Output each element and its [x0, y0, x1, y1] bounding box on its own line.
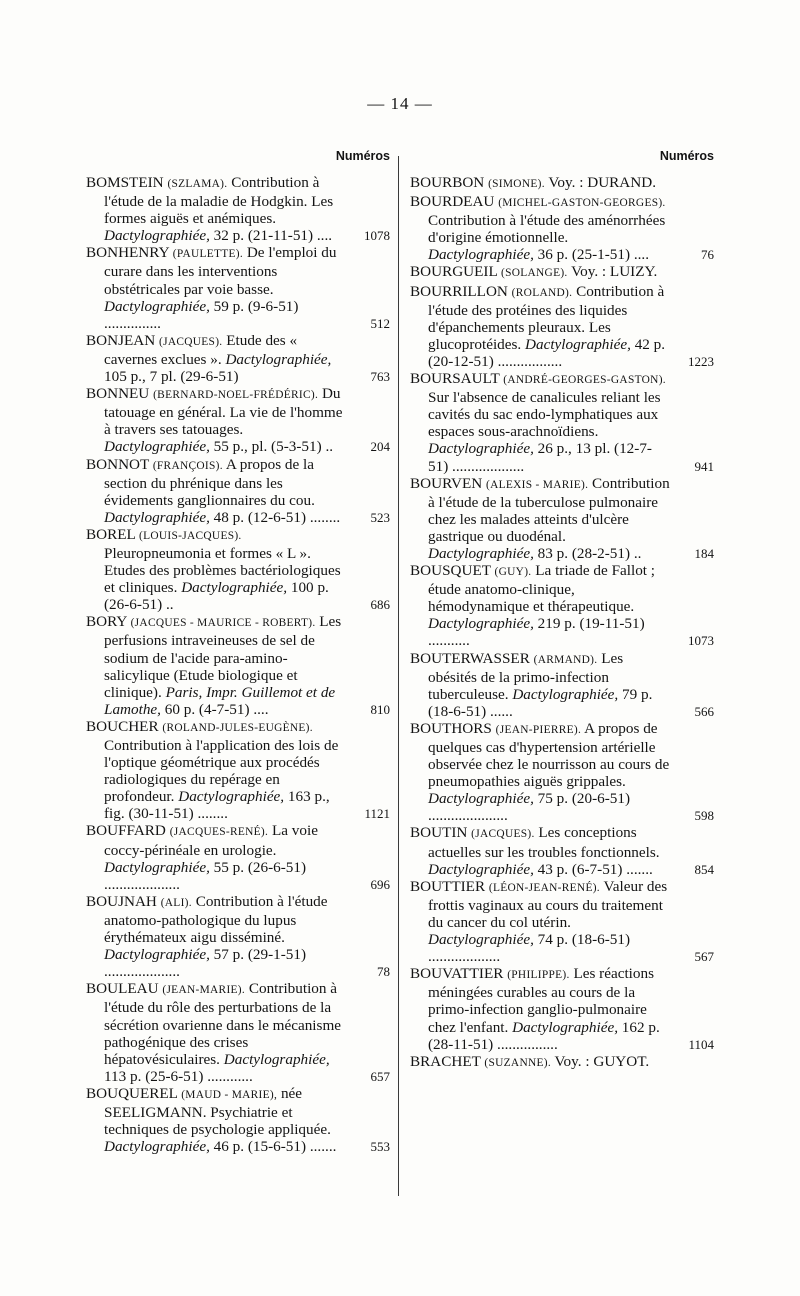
index-entry	[410, 562, 714, 649]
entry-title: Contribution à l'étude de la tuberculose pulmonaire chez les malades atteints d'ulcère gastrique ou duodénal.	[428, 474, 670, 545]
entry-title: A propos de quelques cas d'hypertension artérielle observée chez le nourrisson au cours de pneumopathies aiguës grippales.	[428, 719, 670, 791]
entry-publication: Dactylographiée,	[225, 350, 332, 368]
index-entry	[410, 878, 714, 965]
entry-details: 105 p., 7 pl. (29-6-51)	[104, 368, 239, 386]
entry-title: Pleuropneumonia et formes « L ». Etudes des problèmes bactériologiques et cliniques.	[104, 544, 341, 597]
index-entry	[410, 965, 714, 1052]
index-entry	[410, 824, 714, 877]
entry-details: 59 p. (9-6-51) ...............	[104, 297, 299, 332]
entry-publication: Dactylographiée,	[428, 440, 534, 458]
entry-details: 42 p. (20-12-51) .................	[428, 335, 666, 370]
entry-title: Les obésités de la primo-infection tuberculeuse.	[428, 649, 624, 703]
entry-details: 74 p. (18-6-51) ...................	[428, 931, 631, 966]
entry-given-name: (ROLAND).	[511, 286, 573, 299]
entry-given-name: (ANDRÉ-GEORGES-GASTON).	[503, 374, 666, 387]
entry-given-name: (JEAN-MARIE).	[162, 984, 246, 997]
entry-number: 76	[701, 247, 714, 263]
entry-name: BOUTHORS	[410, 719, 492, 737]
entry-given-name: (MAUD - MARIE),	[181, 1088, 278, 1101]
entry-number: 941	[694, 458, 714, 474]
entry-name: BOUSQUET	[410, 562, 491, 580]
entry-given-name: (PHILIPPE).	[507, 969, 570, 982]
entry-name: BOULEAU	[86, 980, 159, 998]
entry-title: Etude des « cavernes exclues ».	[104, 331, 298, 368]
entry-title: Les réactions méningées curables au cours de la primo-infection ganglio-pulmonaire chez l'enfant.	[428, 965, 654, 1036]
entry-details: 113 p. (25-6-51) ............	[104, 1067, 253, 1085]
entry-publication: Dactylographiée,	[104, 438, 210, 456]
entry-given-name: (JACQUES).	[159, 335, 223, 348]
entry-name: BRACHET	[410, 1052, 481, 1070]
entry-publication: Dactylographiée,	[428, 544, 534, 562]
entry-title: Contribution à l'étude du rôle des perturbations de la sécrétion ovarienne dans le mécanisme pathogénique des crises hépatovésiculaires.	[104, 980, 341, 1068]
entry-name: BONHENRY	[86, 244, 169, 262]
index-entry	[86, 1085, 390, 1155]
entry-given-name: (JEAN-PIERRE).	[495, 723, 582, 736]
entry-name: BOURSAULT	[410, 370, 500, 388]
entry-given-name: (ALI).	[160, 896, 192, 909]
entry-title: Contribution à l'étude anatomo-pathologique du lupus érythémateux aigu disséminé.	[104, 892, 328, 947]
entry-publication: Dactylographiée,	[512, 685, 619, 703]
entry-number: 1104	[688, 1036, 714, 1052]
entry-details: 162 p. (28-11-51) ................	[428, 1018, 660, 1053]
entry-number: 854	[694, 861, 714, 877]
index-entry	[410, 174, 714, 193]
entry-title: Sur l'absence de canalicules reliant les cavités du sac endo-lymphatiques aux espaces sous-arachnoïdiens.	[428, 389, 661, 441]
entry-details: 48 p. (12-6-51) ........	[213, 508, 341, 526]
entry-details: 60 p. (4-7-51) ....	[164, 700, 269, 718]
entry-details: 36 p. (25-1-51) ....	[537, 246, 650, 264]
entry-given-name: (PAULETTE).	[172, 248, 244, 261]
entry-given-name: (JACQUES).	[471, 828, 535, 841]
entry-number: 567	[694, 949, 714, 965]
entry-publication: Dactylographiée,	[104, 946, 210, 964]
entry-name: BOURRILLON	[410, 282, 508, 300]
entry-title: Valeur des frottis vaginaux au cours du traitement du cancer du col utérin.	[428, 877, 668, 931]
entry-given-name: (BERNARD-NOEL-FRÉDÉRIC).	[153, 389, 319, 402]
entry-publication: Dactylographiée,	[104, 1138, 210, 1156]
index-entry	[86, 822, 390, 892]
entry-given-name: (SUZANNE).	[484, 1056, 551, 1069]
entry-publication: Dactylographiée,	[178, 788, 285, 806]
entry-publication: Dactylographiée,	[223, 1050, 330, 1068]
entry-number: 810	[370, 701, 390, 717]
entry-details: 55 p. (26-6-51) ....................	[104, 858, 307, 893]
index-entry	[410, 650, 714, 720]
entry-name: BOUTTIER	[410, 877, 486, 895]
page-number: — 14 —	[367, 94, 433, 113]
index-entry	[410, 475, 714, 562]
index-entry	[410, 720, 714, 825]
entry-given-name: (FRANÇOIS).	[152, 459, 223, 472]
entry-number: 1223	[688, 353, 714, 369]
entry-list	[410, 174, 714, 1072]
entry-number: 512	[370, 315, 390, 331]
entry-title: A propos de la section du phrénique dans les évidements ganglionnaires du cou.	[104, 455, 315, 509]
entry-title: La voie coccy-périnéale en urologie.	[104, 822, 318, 859]
entry-number: 1121	[364, 806, 390, 822]
entry-name: BOUTERWASSER	[410, 649, 530, 667]
entry-given-name: (SIMONE).	[488, 178, 545, 190]
entry-number: 78	[377, 964, 390, 980]
entry-number: 598	[694, 808, 714, 824]
entry-details: 57 p. (29-1-51) ....................	[104, 946, 307, 981]
entry-details: 32 p. (21-11-51) ....	[213, 227, 333, 245]
index-entry	[86, 526, 390, 613]
entry-name: BOURGUEIL	[410, 263, 498, 281]
entry-title: Contribution à l'application des lois de l'optique géométrique aux procédés radiologiques du repérage en profondeur.	[104, 737, 339, 806]
entry-number: 657	[370, 1068, 390, 1084]
index-entry	[86, 244, 390, 331]
entry-title: De l'emploi du curare dans les interventions obstétricales par voie basse.	[104, 244, 337, 298]
entry-title: Voy. : LUIZY.	[571, 263, 658, 281]
entry-title: Voy. : DURAND.	[548, 174, 656, 191]
entry-details: 83 p. (28-2-51) ..	[537, 544, 642, 562]
index-entry	[86, 718, 390, 823]
index-entry	[86, 385, 390, 455]
entry-given-name: (LOUIS-JACQUES).	[139, 529, 242, 542]
entry-publication: Dactylographiée,	[525, 335, 631, 353]
entry-title: Contribution à l'étude des protéines des liquides d'épanchements pleuraux. Les glucoprotéides.	[428, 282, 665, 353]
entry-given-name: (LÉON-JEAN-RENÉ).	[488, 881, 600, 894]
entry-publication: Dactylographiée,	[104, 858, 210, 876]
entry-name: BOUVATTIER	[410, 965, 504, 983]
index-entry	[86, 980, 390, 1085]
index-entry	[410, 1053, 714, 1072]
entry-title: Du tatouage en général. La vie de l'homme à travers ses tatouages.	[104, 385, 343, 439]
entry-given-name: (MICHEL-GASTON-GEORGES).	[498, 197, 666, 210]
entry-given-name: (SZLAMA).	[167, 178, 228, 190]
entry-given-name: (ARMAND).	[533, 653, 598, 666]
entry-name: BOURBON	[410, 174, 485, 191]
entry-title: Les perfusions intraveineuses de sel de sodium de l'acide para-amino-salicylique (Etude biologique et clinique).	[104, 613, 342, 701]
entry-name: BONJEAN	[86, 331, 156, 349]
entry-details: 43 p. (6-7-51) .......	[537, 860, 653, 878]
entry-name: BONNEU	[86, 385, 150, 403]
entry-name: BOUJNAH	[86, 892, 157, 910]
entry-publication: Dactylographiée,	[181, 579, 288, 597]
entry-name: BORY	[86, 613, 127, 631]
entry-name: BOURDEAU	[410, 193, 495, 211]
entry-list	[86, 174, 390, 1155]
index-entry	[86, 613, 390, 718]
entry-details: 75 p. (20-6-51) .....................	[428, 790, 631, 825]
entry-name: BOURVEN	[410, 474, 483, 492]
entry-number: 184	[694, 545, 714, 561]
entry-details: 100 p. (26-6-51) ..	[104, 579, 329, 614]
entry-title: née SEELIGMANN. Psychiatrie et techniques de psychologie appliquée.	[104, 1084, 331, 1139]
entry-publication: Dactylographiée,	[512, 1018, 618, 1036]
entry-name: BOREL	[86, 525, 136, 543]
numeros-header: Numéros	[659, 149, 714, 163]
entry-name: BOUQUEREL	[86, 1084, 178, 1102]
entry-publication: Dactylographiée,	[428, 246, 534, 264]
column-divider	[398, 156, 399, 1196]
entry-number: 696	[370, 876, 390, 892]
entry-title: Voy. : GUYOT.	[554, 1052, 650, 1070]
index-entry	[86, 456, 390, 526]
index-entry	[86, 893, 390, 980]
index-entry	[410, 283, 714, 370]
entry-name: BOUFFARD	[86, 822, 166, 840]
entry-given-name: (ROLAND-JULES-EUGÈNE).	[162, 721, 313, 734]
entry-title: La triade de Fallot ; étude anatomo-clinique, hémodynamique et thérapeutique.	[428, 562, 656, 616]
entry-name: BONNOT	[86, 455, 150, 473]
entry-title: Contribution à l'étude des aménorrhées d'origine émotionnelle.	[428, 212, 666, 247]
entry-given-name: (JACQUES-RENÉ).	[169, 826, 269, 839]
entry-name: BOMSTEIN	[86, 174, 164, 191]
entry-publication: Dactylographiée,	[428, 931, 534, 949]
entry-publication: Dactylographiée,	[104, 508, 210, 526]
entry-number: 566	[694, 703, 714, 719]
numeros-header: Numéros	[335, 149, 390, 163]
index-entry	[86, 174, 390, 244]
entry-name: BOUCHER	[86, 717, 159, 735]
entry-publication: Dactylographiée,	[104, 227, 210, 245]
index-entry	[410, 370, 714, 475]
entry-number: 763	[370, 369, 390, 385]
entry-number: 686	[370, 597, 390, 613]
entry-number: 204	[370, 439, 390, 455]
entry-details: 219 p. (19-11-51) ...........	[428, 615, 645, 650]
entry-publication: Dactylographiée,	[428, 790, 534, 808]
entry-number: 523	[370, 509, 390, 525]
entry-publication: Dactylographiée,	[104, 297, 210, 315]
entry-details: 26 p., 13 pl. (12-7-51) ...................	[428, 440, 652, 475]
entry-given-name: (JACQUES - MAURICE - ROBERT).	[130, 617, 316, 630]
entry-details: 55 p., pl. (5-3-51) ..	[213, 438, 334, 456]
entry-details: 163 p., fig. (30-11-51) ........	[104, 788, 330, 823]
entry-given-name: (GUY).	[494, 566, 532, 579]
entry-publication: Dactylographiée,	[428, 615, 534, 633]
entry-publication: Paris, Impr. Guillemot et de Lamothe,	[104, 683, 336, 718]
entry-details: 46 p. (15-6-51) .......	[213, 1138, 337, 1156]
index-entry	[410, 263, 714, 282]
entry-title: Les conceptions actuelles sur les troubles fonctionnels.	[428, 824, 660, 861]
entry-name: BOUTIN	[410, 824, 468, 842]
entry-given-name: (ALEXIS - MARIE).	[486, 478, 589, 491]
entry-number: 553	[370, 1139, 390, 1155]
entry-number: 1078	[364, 228, 390, 244]
entry-title: Contribution à l'étude de la maladie de Hodgkin. Les formes aiguës et anémiques.	[104, 174, 334, 228]
entry-number: 1073	[688, 633, 714, 649]
entry-details: 79 p. (18-6-51) ......	[428, 685, 653, 720]
index-entry	[86, 332, 390, 385]
index-entry	[410, 193, 714, 263]
entry-publication: Dactylographiée,	[428, 860, 534, 878]
entry-given-name: (SOLANGE).	[500, 267, 568, 280]
